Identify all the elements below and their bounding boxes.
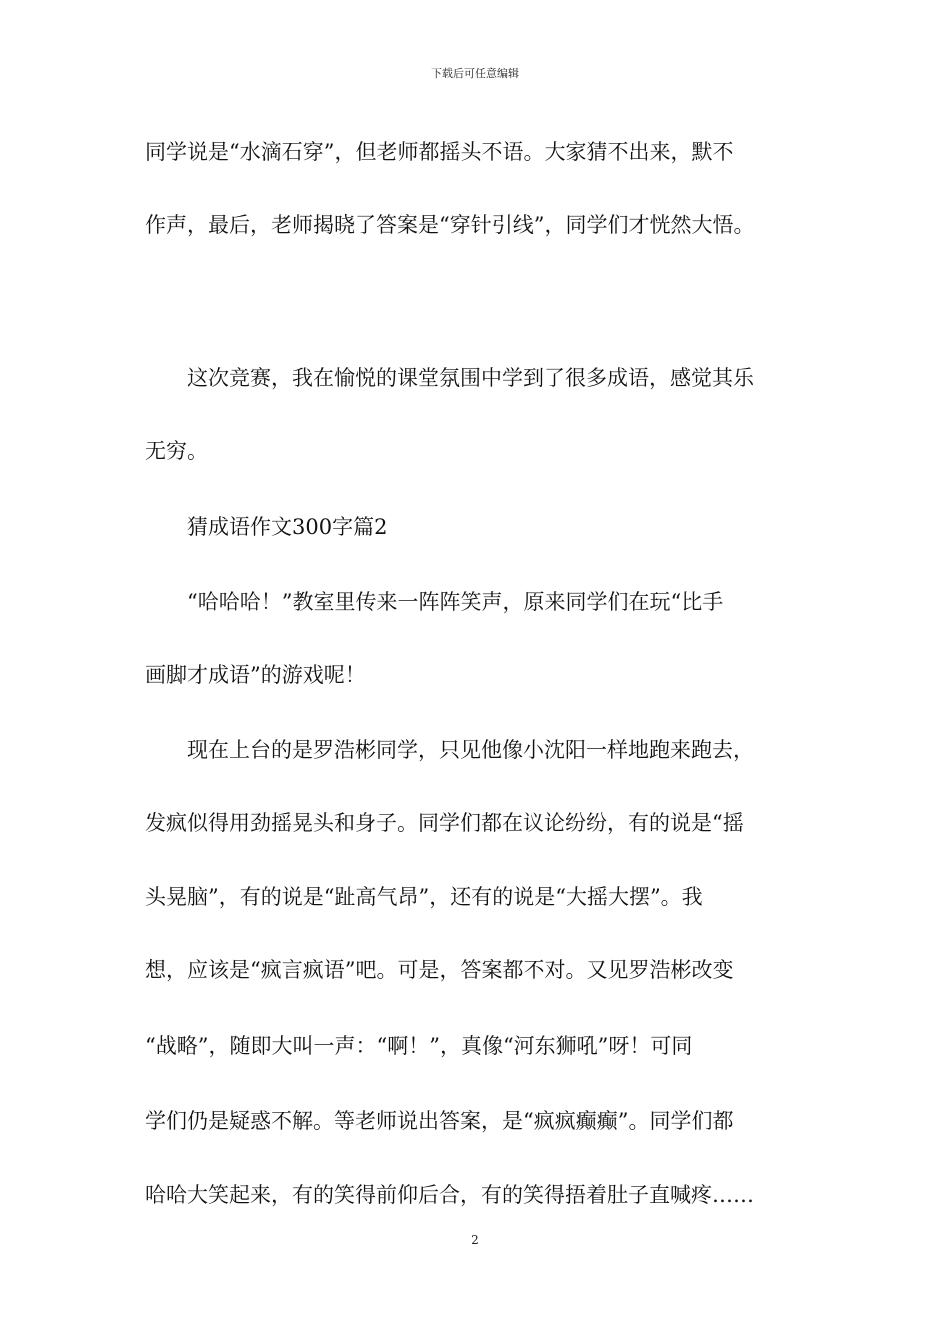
text-line: 发疯似得用劲摇晃头和身子。同学们都在议论纷纷，有的说是“摇 <box>145 811 744 835</box>
text-line: “战略”，随即大叫一声：“啊！”，真像“河东狮吼”呀！可同 <box>145 1034 693 1058</box>
page-header: 下载后可任意编辑 <box>431 67 519 80</box>
page-number: 2 <box>471 1233 479 1247</box>
section-heading: 猜成语作文300字篇2 <box>145 515 388 539</box>
text-line: 哈哈大笑起来，有的笑得前仰后合，有的笑得捂着肚子直喊疼…… <box>145 1183 754 1207</box>
text-line: 现在上台的是罗浩彬同学，只见他像小沈阳一样地跑来跑去， <box>145 738 754 762</box>
text-line: 无穷。 <box>145 439 208 463</box>
text-line: 头晃脑”，有的说是“趾高气昂”，还有的说是“大摇大摆”。我 <box>145 885 703 909</box>
text-line: 学们仍是疑惑不解。等老师说出答案，是“疯疯癫癫”。同学们都 <box>145 1109 734 1133</box>
text-line: 想，应该是“疯言疯语”吧。可是，答案都不对。又见罗浩彬改变 <box>145 958 734 982</box>
text-line: 画脚才成语”的游戏呢！ <box>145 663 366 687</box>
text-line: 同学说是“水滴石穿”，但老师都摇头不语。大家猜不出来，默不 <box>145 140 734 164</box>
text-line: “哈哈哈！”教室里传来一阵阵笑声，原来同学们在玩“比手 <box>145 590 724 614</box>
text-line: 作声，最后，老师揭晓了答案是“穿针引线”，同学们才恍然大悟。 <box>145 213 755 237</box>
text-line: 这次竞赛，我在愉悦的课堂氛围中学到了很多成语，感觉其乐 <box>145 366 754 390</box>
